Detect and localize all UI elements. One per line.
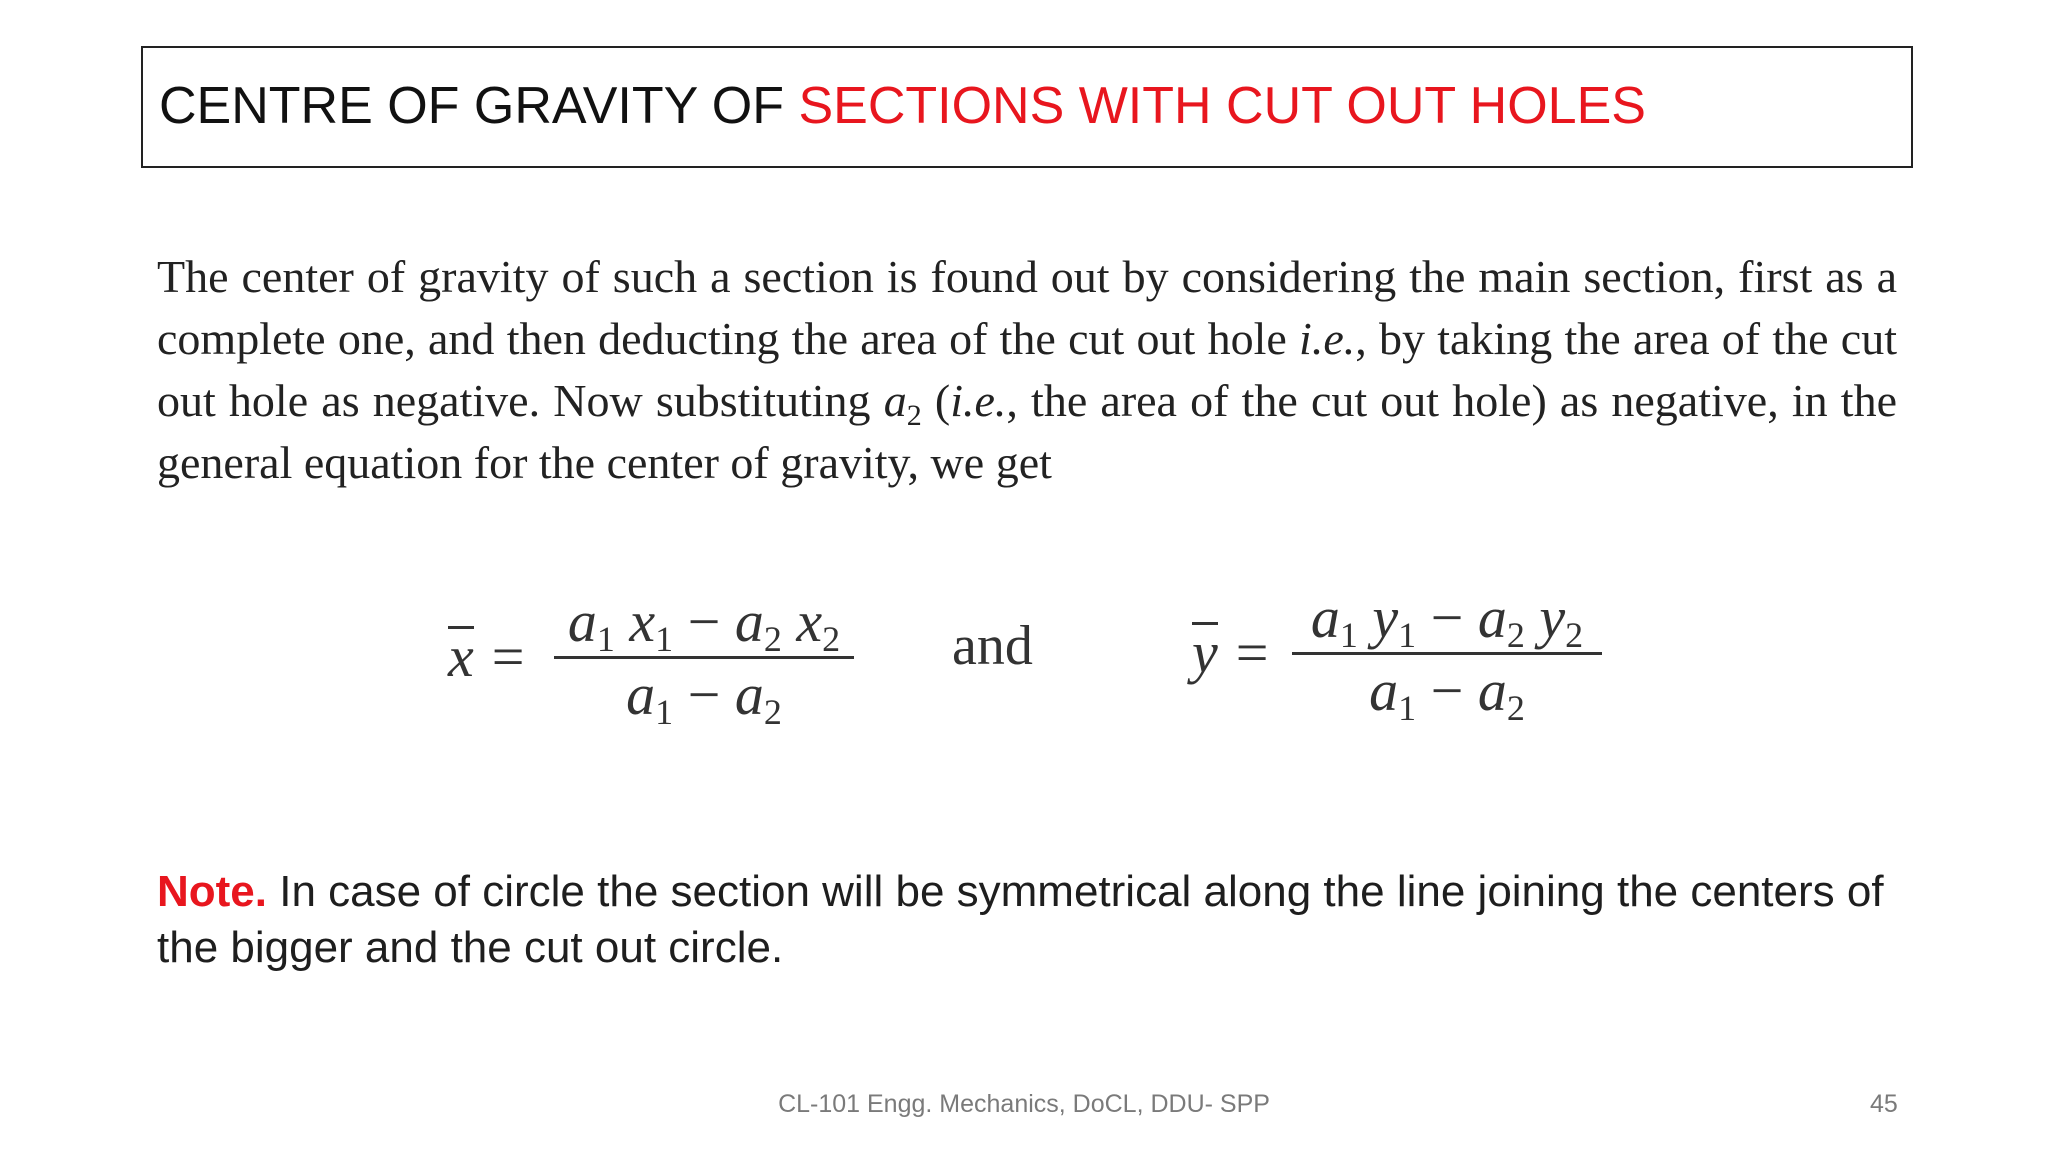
body-italic-ie: i.e. bbox=[1299, 313, 1356, 364]
formula-x-denominator: $a_1 - a_2$ bbox=[626, 662, 782, 732]
y-bar-symbol: y bbox=[1192, 620, 1218, 685]
body-text-part: , by taking the area of the cut out hole as negative. Now substituting bbox=[157, 313, 1897, 426]
title-highlight: SECTIONS WITH CUT OUT HOLES bbox=[798, 77, 1646, 135]
body-italic-ie: i.e. bbox=[950, 375, 1007, 426]
note-text: In case of circle the section will be symmetrical along the line joining the centers of the bigger and the cut out circle. bbox=[157, 867, 1884, 972]
formula-y-numerator: $a_1$ $y_1 - a_2$ $y_2$ bbox=[1310, 585, 1584, 655]
equals-sign: = bbox=[1235, 620, 1269, 685]
formula-y-bar bbox=[1192, 586, 1622, 756]
slide-footer: CL-101 Engg. Mechanics, DoCL, DDU- SPP bbox=[778, 1090, 1270, 1118]
page-number: 45 bbox=[1870, 1090, 1898, 1118]
formula-connector-and: and bbox=[952, 615, 1033, 677]
body-text-part: The center of gravity of such a section is found out by considering the main section, first as a complete one, and then deducting the area of the cut out hole bbox=[157, 251, 1897, 364]
formula-x-fraction bbox=[554, 589, 854, 732]
title-prefix: CENTRE OF GRAVITY OF bbox=[159, 77, 799, 135]
formula-x-bar bbox=[448, 590, 868, 760]
body-variable-a: a bbox=[883, 375, 907, 426]
x-bar-symbol: x bbox=[448, 624, 474, 689]
equals-sign: = bbox=[491, 624, 525, 689]
slide-title bbox=[159, 76, 1646, 136]
formula-x-numerator: $a_1$ $x_1 - a_2$ $x_2$ bbox=[567, 589, 841, 659]
title-box bbox=[141, 46, 1913, 168]
note-label: Note. bbox=[157, 867, 267, 916]
formula-y-denominator: $a_1 - a_2$ bbox=[1369, 658, 1525, 728]
formula-y-fraction bbox=[1292, 585, 1602, 728]
note-paragraph bbox=[157, 864, 1917, 976]
body-variable-subscript: 2 bbox=[906, 399, 922, 432]
formula-y-lhs bbox=[1192, 622, 1268, 683]
body-paragraph bbox=[157, 246, 1897, 494]
body-text-part: , the area of the cut out hole) as negative, in the general equation for the center of gravity, we get bbox=[157, 375, 1897, 488]
formula-y-fraction-bar bbox=[1292, 652, 1602, 655]
formula-x-lhs bbox=[448, 626, 524, 687]
body-text-part: ( bbox=[921, 375, 951, 426]
